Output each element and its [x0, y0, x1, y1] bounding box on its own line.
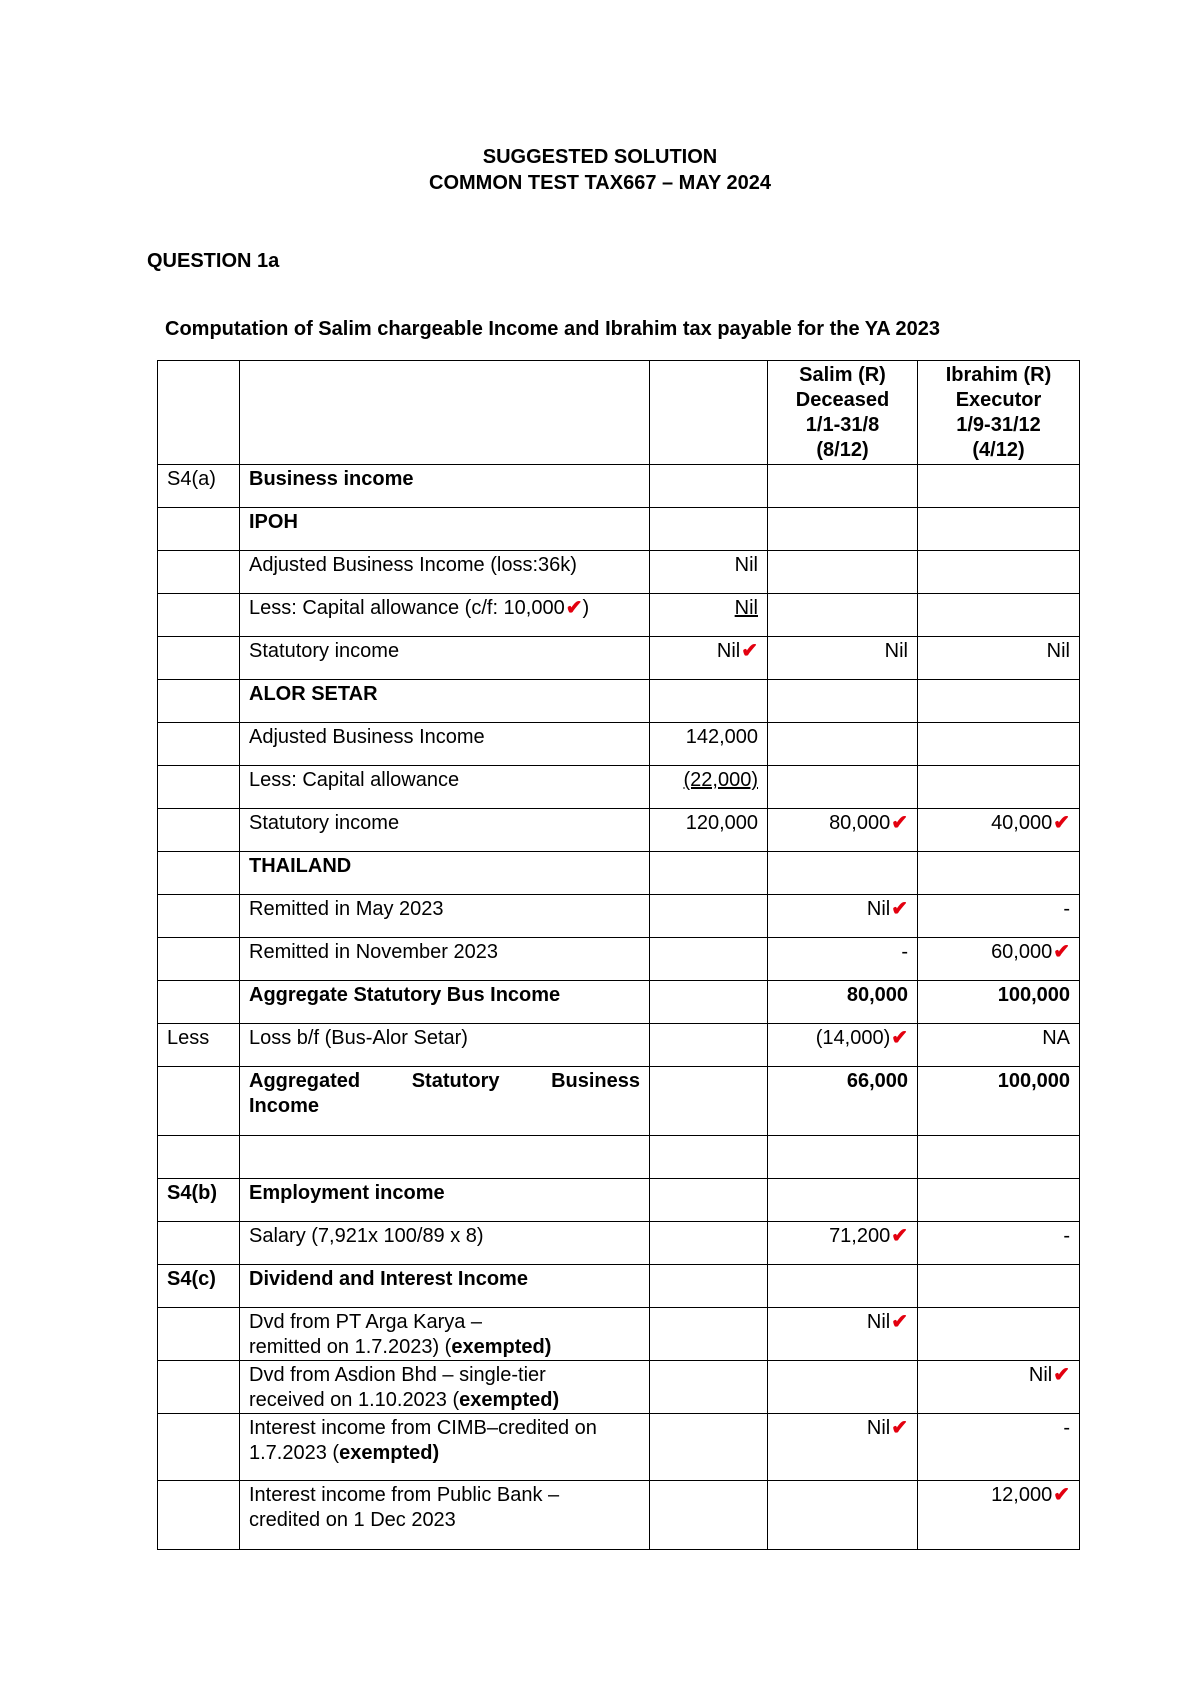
row-label: Adjusted Business Income	[240, 723, 650, 766]
row-label: Loss b/f (Bus-Alor Setar)	[240, 1024, 650, 1067]
amount-cell: (22,000)	[650, 766, 768, 809]
check-icon: ✔	[891, 1027, 908, 1049]
salim-cell: 80,000	[768, 981, 918, 1024]
row-label: Aggregate Statutory Bus Income	[240, 981, 650, 1024]
check-icon: ✔	[565, 597, 583, 619]
amount-cell: Nil	[650, 594, 768, 637]
table-row	[158, 1265, 1080, 1308]
row-label: Remitted in November 2023	[240, 938, 650, 981]
computation-title: Computation of Salim chargeable Income and Ibrahim tax payable for the YA 2023	[165, 318, 941, 340]
row-label: Less: Capital allowance (c/f: 10,000✔)	[240, 594, 650, 637]
salim-cell: Nil	[768, 637, 918, 680]
table-row	[158, 981, 1080, 1024]
check-icon: ✔	[1053, 1364, 1070, 1386]
table-row	[158, 1179, 1080, 1222]
ibrahim-cell: -	[918, 1414, 1080, 1481]
amount-cell: Nil	[650, 551, 768, 594]
table-row	[158, 594, 1080, 637]
row-label: Dividend and Interest Income	[240, 1265, 650, 1308]
computation-table	[157, 360, 1080, 1550]
salim-column-header: Salim (R) Deceased 1/1-31/8 (8/12)	[768, 361, 918, 465]
table-row	[158, 1136, 1080, 1179]
table-header-row	[158, 361, 1080, 465]
row-label: IPOH	[240, 508, 650, 551]
row-label: Aggregated Statutory Business Income	[240, 1067, 650, 1136]
check-icon: ✔	[891, 1225, 908, 1247]
table-row	[158, 1481, 1080, 1550]
table-row	[158, 809, 1080, 852]
table-row	[158, 766, 1080, 809]
row-label: Remitted in May 2023	[240, 895, 650, 938]
ibrahim-cell: 40,000✔	[918, 809, 1080, 852]
amount-cell: Nil✔	[650, 637, 768, 680]
check-icon: ✔	[891, 898, 908, 920]
salim-cell: Nil✔	[768, 1308, 918, 1361]
ibrahim-cell: Nil✔	[918, 1361, 1080, 1414]
check-icon: ✔	[1053, 812, 1070, 834]
table-row	[158, 1024, 1080, 1067]
row-label: Adjusted Business Income (loss:36k)	[240, 551, 650, 594]
check-icon: ✔	[891, 812, 908, 834]
row-label: Less: Capital allowance	[240, 766, 650, 809]
check-icon: ✔	[891, 1311, 908, 1333]
section-code: S4(a)	[158, 465, 240, 508]
table-row	[158, 1067, 1080, 1136]
salim-cell: 80,000✔	[768, 809, 918, 852]
table-row	[158, 1222, 1080, 1265]
table-row	[158, 637, 1080, 680]
check-icon: ✔	[741, 640, 758, 662]
table-row	[158, 895, 1080, 938]
check-icon: ✔	[891, 1417, 908, 1439]
row-label: Interest income from CIMB–credited on 1.7.2023 (exempted)	[240, 1414, 650, 1481]
section-code: Less	[158, 1024, 240, 1067]
table-row	[158, 723, 1080, 766]
section-code: S4(b)	[158, 1179, 240, 1222]
table-row	[158, 680, 1080, 723]
table-row	[158, 508, 1080, 551]
ibrahim-column-header: Ibrahim (R) Executor 1/9-31/12 (4/12)	[918, 361, 1080, 465]
ibrahim-cell: 100,000	[918, 1067, 1080, 1136]
ibrahim-cell: 12,000✔	[918, 1481, 1080, 1550]
table-row	[158, 938, 1080, 981]
document-subtitle: COMMON TEST TAX667 – MAY 2024	[429, 172, 771, 194]
ibrahim-cell: Nil	[918, 637, 1080, 680]
salim-cell: Nil✔	[768, 895, 918, 938]
row-label: Salary (7,921x 100/89 x 8)	[240, 1222, 650, 1265]
ibrahim-cell: -	[918, 895, 1080, 938]
row-label: Dvd from PT Arga Karya – remitted on 1.7.2023) (exempted)	[240, 1308, 650, 1361]
salim-cell: 71,200✔	[768, 1222, 918, 1265]
ibrahim-cell: -	[918, 1222, 1080, 1265]
row-label: Statutory income	[240, 637, 650, 680]
ibrahim-cell: 100,000	[918, 981, 1080, 1024]
table-row	[158, 852, 1080, 895]
row-label: Business income	[240, 465, 650, 508]
amount-cell: 142,000	[650, 723, 768, 766]
row-label: Interest income from Public Bank – credited on 1 Dec 2023	[240, 1481, 650, 1550]
table-row	[158, 1361, 1080, 1414]
check-icon: ✔	[1053, 1484, 1070, 1506]
amount-cell: 120,000	[650, 809, 768, 852]
ibrahim-cell: NA	[918, 1024, 1080, 1067]
row-label: ALOR SETAR	[240, 680, 650, 723]
salim-cell: 66,000	[768, 1067, 918, 1136]
row-label: Statutory income	[240, 809, 650, 852]
row-label: THAILAND	[240, 852, 650, 895]
salim-cell: Nil✔	[768, 1414, 918, 1481]
section-code: S4(c)	[158, 1265, 240, 1308]
check-icon: ✔	[1053, 941, 1070, 963]
salim-cell: (14,000)✔	[768, 1024, 918, 1067]
table-row	[158, 551, 1080, 594]
row-label: Employment income	[240, 1179, 650, 1222]
table-row	[158, 1414, 1080, 1481]
row-label: Dvd from Asdion Bhd – single-tier received on 1.10.2023 (exempted)	[240, 1361, 650, 1414]
document-title: SUGGESTED SOLUTION	[482, 146, 718, 168]
table-row	[158, 465, 1080, 508]
ibrahim-cell: 60,000✔	[918, 938, 1080, 981]
salim-cell: -	[768, 938, 918, 981]
question-heading: QUESTION 1a	[147, 250, 280, 272]
table-row	[158, 1308, 1080, 1361]
